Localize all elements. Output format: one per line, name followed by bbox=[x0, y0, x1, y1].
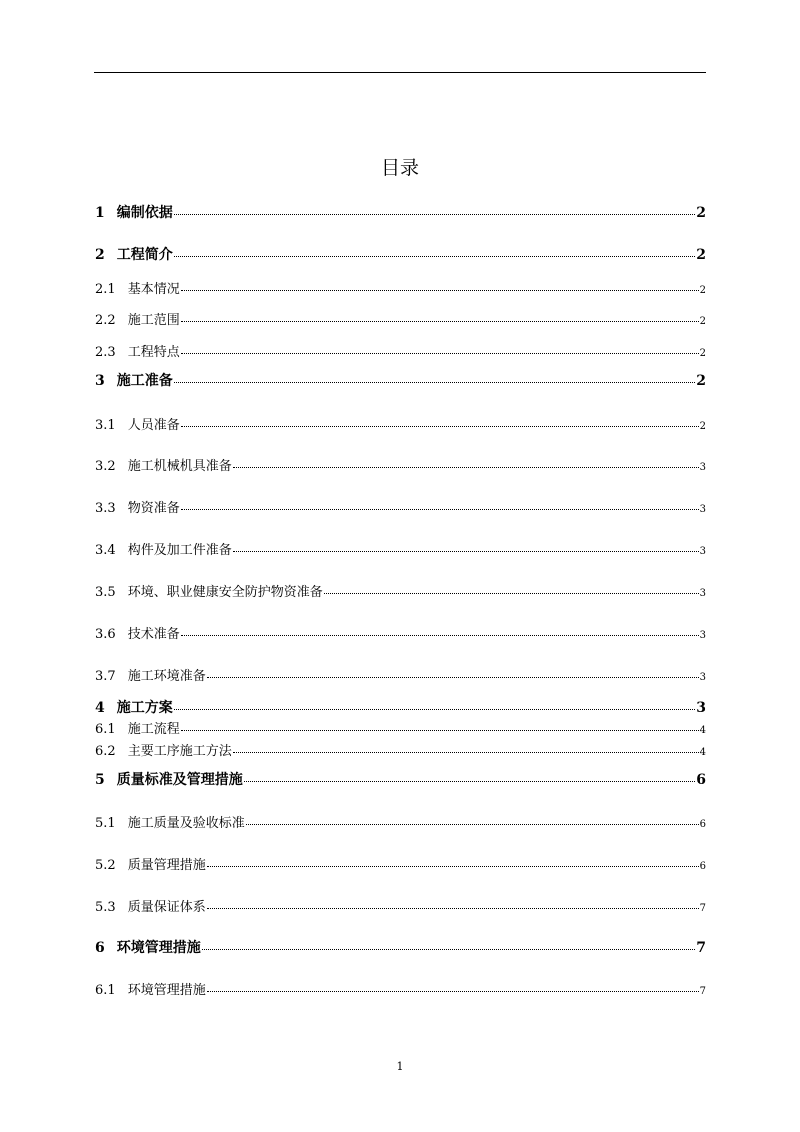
toc-entry-number: 3 bbox=[95, 373, 105, 389]
toc-entry-page-number: 3 bbox=[699, 672, 706, 683]
toc-entry-number: 5.3 bbox=[95, 900, 116, 915]
toc-entry-page-number: 2 bbox=[696, 373, 706, 389]
toc-dot-leader bbox=[181, 321, 699, 322]
toc-entry-title: 施工方案 bbox=[116, 700, 173, 716]
toc-entry-number: 3.2 bbox=[95, 459, 116, 474]
toc-entry-chapter[interactable] bbox=[95, 202, 706, 222]
toc-dot-leader bbox=[324, 593, 699, 594]
toc-dot-leader bbox=[181, 353, 699, 354]
toc-entry-page-number: 3 bbox=[699, 462, 706, 473]
toc-dot-leader bbox=[174, 214, 696, 215]
toc-entry-section[interactable] bbox=[95, 581, 706, 600]
toc-entry-page-number: 2 bbox=[699, 316, 706, 327]
toc-entry-number: 3.4 bbox=[95, 543, 116, 558]
toc-entry-number: 4 bbox=[95, 700, 105, 716]
toc-entry-section[interactable] bbox=[95, 414, 706, 433]
toc-title: 目录 bbox=[380, 157, 419, 179]
toc-entry-number: 2.3 bbox=[95, 345, 116, 360]
toc-entry-page-number: 2 bbox=[699, 348, 706, 359]
toc-dot-leader bbox=[233, 752, 699, 753]
toc-entry-number: 5.2 bbox=[95, 858, 116, 873]
toc-entry-page-number: 6 bbox=[696, 772, 706, 788]
toc-entry-title: 人员准备 bbox=[127, 418, 180, 433]
toc-entry-page-number: 7 bbox=[699, 986, 706, 997]
toc-entry-title: 工程特点 bbox=[127, 345, 180, 360]
toc-entry-title: 基本情况 bbox=[127, 282, 180, 297]
toc-entry-chapter[interactable] bbox=[95, 769, 706, 789]
toc-entry-page-number: 2 bbox=[699, 421, 706, 432]
toc-dot-leader bbox=[202, 949, 696, 950]
toc-entry-title: 施工准备 bbox=[116, 373, 173, 389]
toc-entry-section[interactable] bbox=[95, 896, 706, 915]
toc-entry-title: 主要工序施工方法 bbox=[127, 744, 232, 759]
toc-entry-number: 6 bbox=[95, 940, 105, 956]
toc-dot-leader bbox=[181, 730, 699, 731]
toc-entry-page-number: 7 bbox=[696, 940, 706, 956]
toc-dot-leader bbox=[244, 781, 696, 782]
toc-entry-number: 3.7 bbox=[95, 669, 116, 684]
toc-entry-section[interactable] bbox=[95, 278, 706, 297]
toc-entry-title: 环境管理措施 bbox=[116, 940, 201, 956]
toc-entry-section[interactable] bbox=[95, 812, 706, 831]
toc-entry-title: 构件及加工件准备 bbox=[127, 543, 232, 558]
toc-entry-title: 编制依据 bbox=[116, 205, 173, 221]
toc-entry-number: 2.1 bbox=[95, 282, 116, 297]
toc-entry-title: 技术准备 bbox=[127, 627, 180, 642]
toc-entry-section[interactable] bbox=[95, 854, 706, 873]
toc-entry-title: 质量标准及管理措施 bbox=[116, 772, 243, 788]
toc-entry-page-number: 4 bbox=[699, 725, 706, 736]
toc-entry-number: 1 bbox=[95, 205, 105, 221]
toc-entry-title: 工程简介 bbox=[116, 247, 173, 263]
toc-entry-page-number: 3 bbox=[699, 630, 706, 641]
toc-entry-title: 施工质量及验收标准 bbox=[127, 816, 245, 831]
toc-entry-number: 6.2 bbox=[95, 744, 116, 759]
toc-entry-number: 3.3 bbox=[95, 501, 116, 516]
toc-entry-title: 环境、职业健康安全防护物资准备 bbox=[127, 585, 323, 600]
toc-dot-leader bbox=[233, 551, 699, 552]
toc-entry-title: 物资准备 bbox=[127, 501, 180, 516]
toc-entry-title: 质量管理措施 bbox=[127, 858, 206, 873]
toc-entry-number: 5.1 bbox=[95, 816, 116, 831]
toc-entry-number: 6.1 bbox=[95, 983, 116, 998]
toc-entry-page-number: 4 bbox=[699, 747, 706, 758]
header-rule bbox=[94, 72, 706, 73]
toc-entry-section[interactable] bbox=[95, 497, 706, 516]
toc-entry-section[interactable] bbox=[95, 740, 706, 759]
toc-entry-page-number: 3 bbox=[699, 588, 706, 599]
toc-entry-title: 施工环境准备 bbox=[127, 669, 206, 684]
toc-entry-title: 施工机械机具准备 bbox=[127, 459, 232, 474]
toc-dot-leader bbox=[174, 382, 696, 383]
toc-entry-number: 3.5 bbox=[95, 585, 116, 600]
toc-entry-chapter[interactable] bbox=[95, 370, 706, 390]
toc-entry-page-number: 2 bbox=[696, 247, 706, 263]
toc-entry-page-number: 6 bbox=[699, 861, 706, 872]
toc-entry-page-number: 2 bbox=[699, 285, 706, 296]
toc-dot-leader bbox=[207, 677, 699, 678]
toc-entry-section[interactable] bbox=[95, 309, 706, 328]
toc-entry-chapter[interactable] bbox=[95, 697, 706, 717]
toc-dot-leader bbox=[174, 256, 696, 257]
toc-dot-leader bbox=[207, 991, 699, 992]
toc-entry-page-number: 2 bbox=[696, 205, 706, 221]
toc-entry-section[interactable] bbox=[95, 455, 706, 474]
toc-entry-section[interactable] bbox=[95, 665, 706, 684]
toc-entry-page-number: 3 bbox=[696, 700, 706, 716]
toc-entry-number: 2 bbox=[95, 247, 105, 263]
toc-dot-leader bbox=[233, 467, 699, 468]
toc-entry-section[interactable] bbox=[95, 623, 706, 642]
page-number: 1 bbox=[396, 1060, 404, 1073]
toc-dot-leader bbox=[181, 290, 699, 291]
toc-dot-leader bbox=[181, 635, 699, 636]
toc-dot-leader bbox=[246, 824, 699, 825]
toc-dot-leader bbox=[174, 709, 696, 710]
toc-entry-section[interactable] bbox=[95, 979, 706, 998]
toc-dot-leader bbox=[181, 509, 699, 510]
toc-entry-page-number: 3 bbox=[699, 546, 706, 557]
toc-entry-page-number: 3 bbox=[699, 504, 706, 515]
toc-entry-number: 6.1 bbox=[95, 722, 116, 737]
toc-entry-chapter[interactable] bbox=[95, 244, 706, 264]
toc-entry-page-number: 6 bbox=[699, 819, 706, 830]
toc-entry-title: 质量保证体系 bbox=[127, 900, 206, 915]
toc-entry-number: 3.6 bbox=[95, 627, 116, 642]
toc-entry-number: 3.1 bbox=[95, 418, 116, 433]
toc-entry-section[interactable] bbox=[95, 539, 706, 558]
toc-entry-number: 2.2 bbox=[95, 313, 116, 328]
toc-dot-leader bbox=[181, 426, 699, 427]
toc-entry-page-number: 7 bbox=[699, 903, 706, 914]
toc-entry-chapter[interactable] bbox=[95, 937, 706, 957]
toc-entry-title: 施工范围 bbox=[127, 313, 180, 328]
toc-dot-leader bbox=[207, 908, 699, 909]
toc-dot-leader bbox=[207, 866, 699, 867]
toc-entry-section[interactable] bbox=[95, 341, 706, 360]
toc-entry-title: 施工流程 bbox=[127, 722, 180, 737]
toc-entry-number: 5 bbox=[95, 772, 105, 788]
toc-entry-section[interactable] bbox=[95, 718, 706, 737]
toc-entry-title: 环境管理措施 bbox=[127, 983, 206, 998]
